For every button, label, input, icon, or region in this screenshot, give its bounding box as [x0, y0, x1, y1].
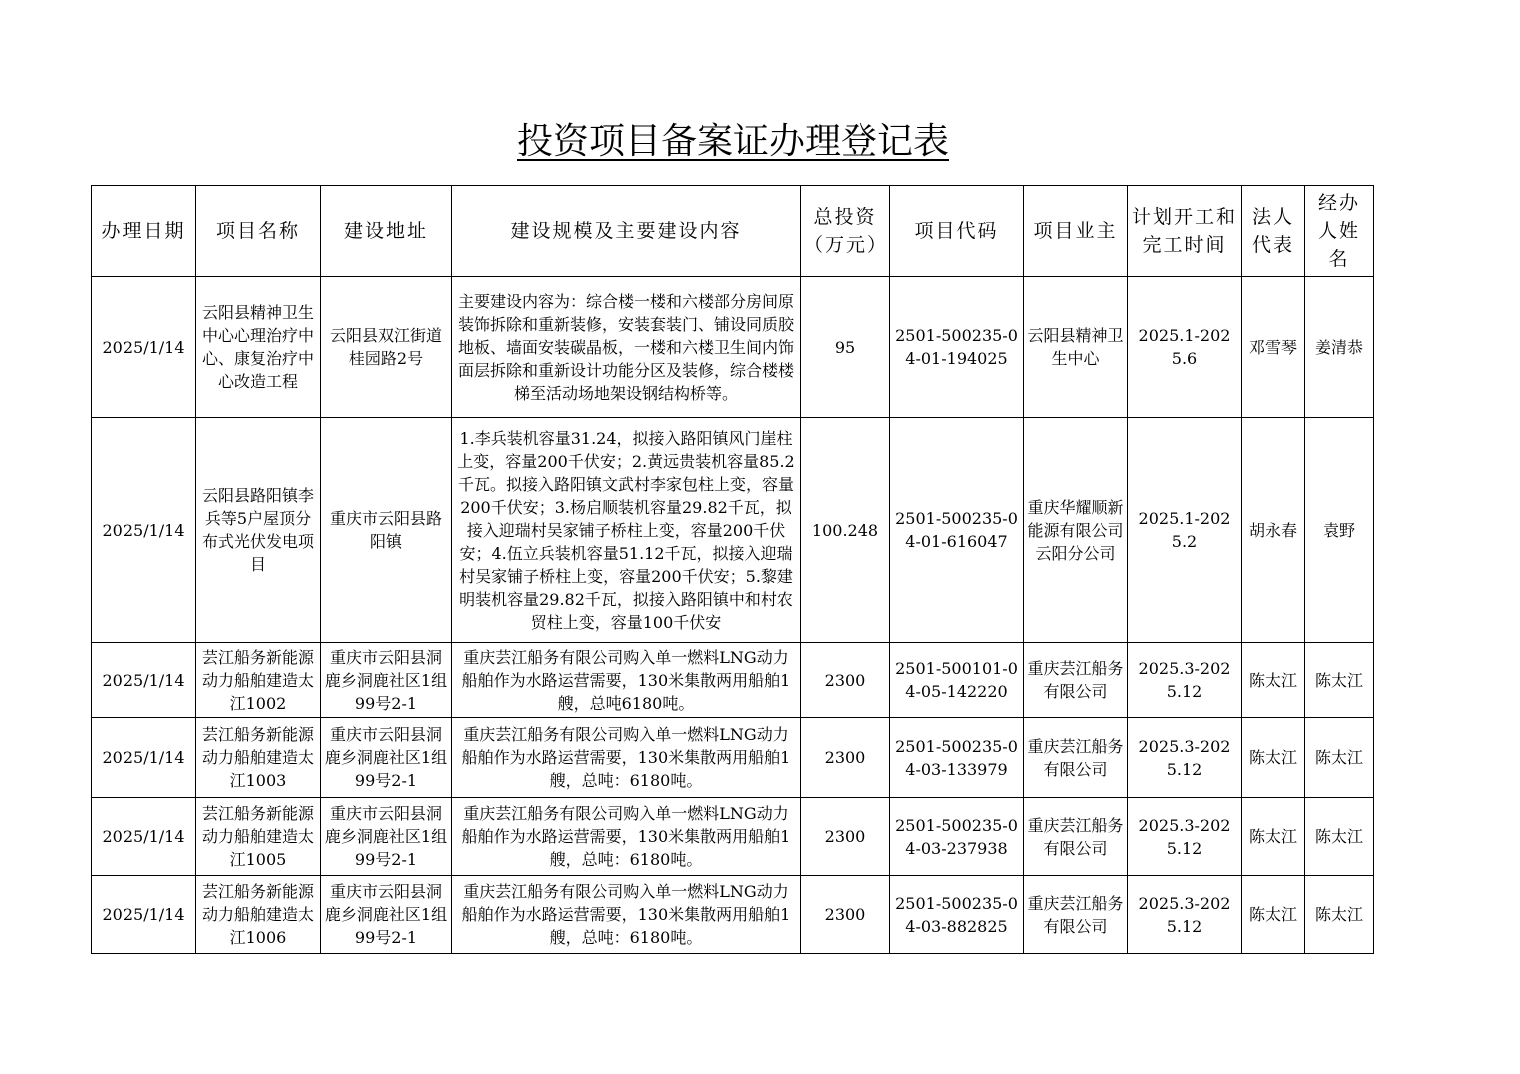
- cell-investment: 100.248: [801, 418, 890, 643]
- cell-investment: 2300: [801, 643, 890, 718]
- cell-name: 芸江船务新能源动力船舶建造太江1005: [196, 798, 321, 876]
- cell-handler: 陈太江: [1305, 643, 1374, 718]
- cell-legal-rep: 陈太江: [1242, 643, 1305, 718]
- cell-address: 重庆市云阳县洞鹿乡洞鹿社区1组99号2-1: [321, 643, 452, 718]
- cell-address: 重庆市云阳县洞鹿乡洞鹿社区1组99号2-1: [321, 798, 452, 876]
- cell-investment: 2300: [801, 876, 890, 954]
- cell-legal-rep: 陈太江: [1242, 798, 1305, 876]
- table-row: [92, 643, 1374, 718]
- cell-owner: 重庆芸江船务有限公司: [1024, 643, 1128, 718]
- cell-code: 2501-500101-04-05-142220: [890, 643, 1024, 718]
- cell-content: 主要建设内容为：综合楼一楼和六楼部分房间原装饰拆除和重新装修，安装套装门、铺设同质胶地板、墙面安装碳晶板，一楼和六楼卫生间内饰面层拆除和重新设计功能分区及装修，综合楼楼梯至活动场地架设钢结构桥等。: [452, 277, 801, 418]
- cell-date: 2025/1/14: [92, 643, 196, 718]
- cell-address: 重庆市云阳县路阳镇: [321, 418, 452, 643]
- cell-handler: 袁野: [1305, 418, 1374, 643]
- cell-address: 重庆市云阳县洞鹿乡洞鹿社区1组99号2-1: [321, 876, 452, 954]
- cell-owner: 云阳县精神卫生中心: [1024, 277, 1128, 418]
- cell-owner: 重庆华耀顺新能源有限公司云阳分公司: [1024, 418, 1128, 643]
- cell-address: 云阳县双江街道桂园路2号: [321, 277, 452, 418]
- cell-content: 重庆芸江船务有限公司购入单一燃料LNG动力船舶作为水路运营需要，130米集散两用船舶1艘，总吨：6180吨。: [452, 798, 801, 876]
- cell-date: 2025/1/14: [92, 798, 196, 876]
- cell-date: 2025/1/14: [92, 718, 196, 798]
- cell-investment: 2300: [801, 718, 890, 798]
- header-date: 办理日期: [92, 186, 196, 277]
- cell-schedule: 2025.3-2025.12: [1128, 643, 1242, 718]
- table-row: [92, 798, 1374, 876]
- cell-schedule: 2025.1-2025.2: [1128, 418, 1242, 643]
- table-row: [92, 418, 1374, 643]
- cell-handler: 姜清恭: [1305, 277, 1374, 418]
- cell-date: 2025/1/14: [92, 277, 196, 418]
- cell-code: 2501-500235-04-03-237938: [890, 798, 1024, 876]
- header-schedule: 计划开工和完工时间: [1128, 186, 1242, 277]
- cell-investment: 2300: [801, 798, 890, 876]
- cell-legal-rep: 陈太江: [1242, 876, 1305, 954]
- cell-content: 重庆芸江船务有限公司购入单一燃料LNG动力船舶作为水路运营需要，130米集散两用船舶1艘，总吨6180吨。: [452, 643, 801, 718]
- table-row: [92, 277, 1374, 418]
- cell-investment: 95: [801, 277, 890, 418]
- cell-name: 芸江船务新能源动力船舶建造太江1006: [196, 876, 321, 954]
- header-investment: 总投资（万元）: [801, 186, 890, 277]
- header-address: 建设地址: [321, 186, 452, 277]
- cell-schedule: 2025.3-2025.12: [1128, 876, 1242, 954]
- cell-content: 重庆芸江船务有限公司购入单一燃料LNG动力船舶作为水路运营需要，130米集散两用船舶1艘，总吨：6180吨。: [452, 718, 801, 798]
- cell-code: 2501-500235-04-01-616047: [890, 418, 1024, 643]
- cell-address: 重庆市云阳县洞鹿乡洞鹿社区1组99号2-1: [321, 718, 452, 798]
- cell-owner: 重庆芸江船务有限公司: [1024, 798, 1128, 876]
- cell-name: 云阳县路阳镇李兵等5户屋顶分布式光伏发电项目: [196, 418, 321, 643]
- page-title-text: 投资项目备案证办理登记表: [516, 121, 949, 162]
- cell-owner: 重庆芸江船务有限公司: [1024, 876, 1128, 954]
- header-legal-rep: 法人代表: [1242, 186, 1305, 277]
- cell-name: 芸江船务新能源动力船舶建造太江1002: [196, 643, 321, 718]
- cell-schedule: 2025.3-2025.12: [1128, 718, 1242, 798]
- cell-owner: 重庆芸江船务有限公司: [1024, 718, 1128, 798]
- page-title: [0, 118, 1466, 166]
- registration-table: [91, 185, 1374, 954]
- cell-legal-rep: 胡永春: [1242, 418, 1305, 643]
- cell-date: 2025/1/14: [92, 418, 196, 643]
- cell-code: 2501-500235-04-03-882825: [890, 876, 1024, 954]
- cell-schedule: 2025.1-2025.6: [1128, 277, 1242, 418]
- header-handler: 经办人姓名: [1305, 186, 1374, 277]
- cell-handler: 陈太江: [1305, 876, 1374, 954]
- cell-schedule: 2025.3-2025.12: [1128, 798, 1242, 876]
- header-code: 项目代码: [890, 186, 1024, 277]
- cell-code: 2501-500235-04-01-194025: [890, 277, 1024, 418]
- cell-handler: 陈太江: [1305, 718, 1374, 798]
- header-row: [92, 186, 1374, 277]
- cell-handler: 陈太江: [1305, 798, 1374, 876]
- table-row: [92, 876, 1374, 954]
- cell-name: 云阳县精神卫生中心心理治疗中心、康复治疗中心改造工程: [196, 277, 321, 418]
- cell-legal-rep: 邓雪琴: [1242, 277, 1305, 418]
- cell-name: 芸江船务新能源动力船舶建造太江1003: [196, 718, 321, 798]
- cell-content: [452, 418, 801, 643]
- cell-code: 2501-500235-04-03-133979: [890, 718, 1024, 798]
- cell-date: 2025/1/14: [92, 876, 196, 954]
- header-name: 项目名称: [196, 186, 321, 277]
- header-owner: 项目业主: [1024, 186, 1128, 277]
- cell-content: 重庆芸江船务有限公司购入单一燃料LNG动力船舶作为水路运营需要，130米集散两用船舶1艘，总吨：6180吨。: [452, 876, 801, 954]
- cell-content-text: 1.李兵装机容量31.24，拟接入路阳镇风门崖柱上变，容量200千伏安；2.黄远贵装机容量85.2千瓦。拟接入路阳镇文武村李家包柱上变，容量200千伏安；3.杨启顺装机容量29.82千瓦，拟接入迎瑞村吴家铺子桥柱上变，容量200千伏安；4.伍立兵装机容量51.12千瓦，拟接入迎瑞村吴家铺子桥柱上变，容量200千伏安；5.黎建明装机容量29.82千瓦，拟接入路阳镇中和村农贸柱上变，容量100千伏安: [457, 428, 795, 632]
- header-content: 建设规模及主要建设内容: [452, 186, 801, 277]
- cell-legal-rep: 陈太江: [1242, 718, 1305, 798]
- table-row: [92, 718, 1374, 798]
